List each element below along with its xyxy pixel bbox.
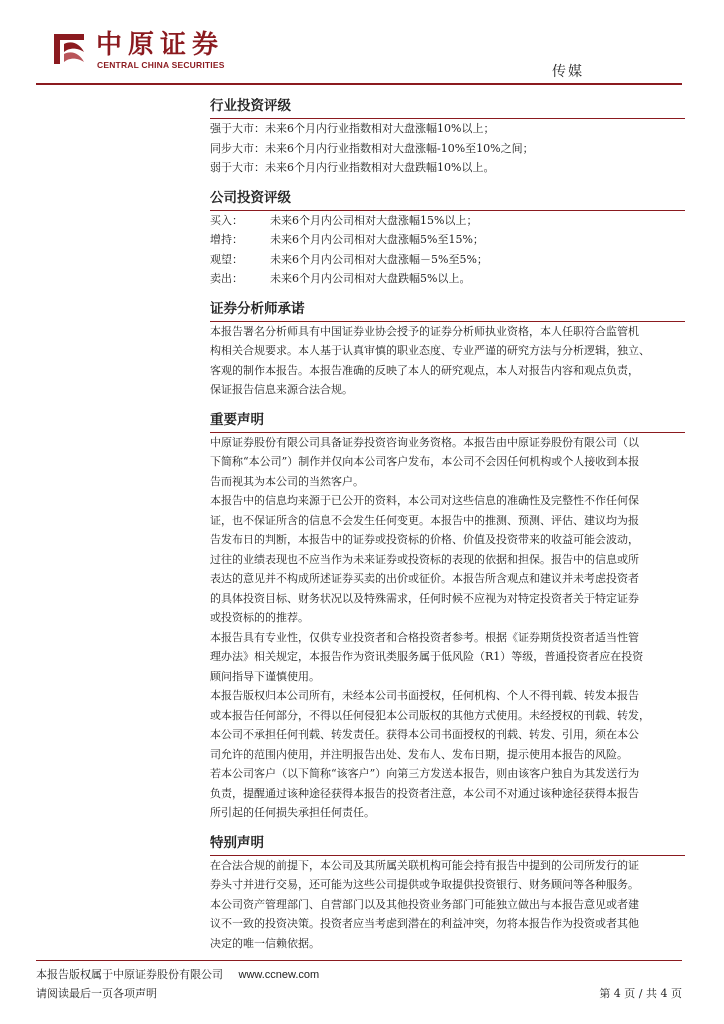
rating-key: 卖出： [210, 272, 243, 285]
text-line: 若本公司客户（以下简称“该客户”）向第三方发送本报告，则由该客户独自为其发送行为 [210, 767, 640, 780]
footer-copyright-row [36, 966, 319, 982]
text-line: 议不一致的投资决策。投资者应当考虑到潜在的利益冲突，勿将本报告作为投资或者其他 [210, 917, 639, 930]
rating-key: 增持： [210, 233, 243, 246]
text-line: 券头寸并进行交易，还可能为这些公司提供或争取提供投资银行、财务顾问等各种服务。 [210, 878, 639, 891]
company-rating-row [210, 211, 686, 231]
report-body [210, 94, 686, 953]
text-line: 决定的唯一信赖依据。 [210, 936, 320, 950]
text-line: 顾问指导下谨慎使用。 [210, 669, 320, 683]
footer-read-notice: 请阅读最后一页各项声明 [36, 987, 157, 1000]
text-line: 告而视其为本公司的当然客户。 [210, 474, 364, 488]
industry-rating-line: 同步大市：未来6个月内行业指数相对大盘涨幅-10%至10%之间； [210, 141, 534, 155]
text-line: 在合法合规的前提下，本公司及其所属关联机构可能会持有报告中提到的公司所发行的证 [210, 858, 639, 872]
logo-chinese-name: 中原证券 [96, 30, 225, 60]
rating-value: 未来6个月内公司相对大盘涨幅15%以上； [270, 213, 478, 227]
section-title-company-rating: 公司投资评级 [210, 188, 685, 211]
section-title-important-notice: 重要声明 [210, 410, 685, 433]
text-line: 告发布日的判断，本报告中的证券或投资标的价格、价值及投资带来的收益可能会波动， [210, 533, 639, 546]
text-line: 的具体投资目标、财务状况以及特殊需求，任何时候不应视为对特定投资者关于特定证券 [210, 591, 639, 605]
text-line: 客观的制作本报告。本报告准确的反映了本人的研究观点，本人对报告内容和观点负责， [210, 363, 639, 377]
text-line: 构相关合规要求。本人基于认真审慎的职业态度、专业严谨的研究方法与分析逻辑，独立、 [210, 344, 650, 357]
page-header [0, 0, 724, 100]
footer-copyright: 本报告版权属于中原证券股份有限公司 [36, 968, 223, 981]
company-rating-list [210, 211, 686, 289]
company-rating-row [210, 250, 686, 270]
company-rating-row [210, 230, 686, 250]
footer-website-link[interactable]: www.ccnew.com [238, 969, 320, 981]
logo-english-name: CENTRAL CHINA SECURITIES [97, 60, 225, 70]
rating-key: 买入： [210, 213, 243, 227]
industry-rating-list [210, 119, 686, 178]
important-notice-text [210, 433, 686, 823]
text-line: 过往的业绩表现也不应当作为未来证券或投资标的表现的依据和担保。报告中的信息或所 [210, 552, 639, 566]
special-notice-text [210, 856, 686, 954]
text-line: 司允许的范围内使用，并注明报告出处、发布人、发布日期，提示使用本报告的风险。 [210, 747, 628, 761]
text-line: 保证报告信息来源合法合规。 [210, 383, 353, 396]
section-title-industry-rating: 行业投资评级 [210, 96, 685, 119]
rating-value: 未来6个月内公司相对大盘涨幅－5%至5%； [270, 252, 488, 266]
text-line: 下简称“本公司”）制作并仅向本公司客户发布，本公司不会因任何机构或个人接收到本报 [210, 455, 640, 468]
text-line: 理办法》相关规定，本报告作为资讯类服务属于低风险（R1）等级，普通投资者应在投资 [210, 650, 644, 663]
rating-key: 观望： [210, 252, 243, 266]
text-line: 本公司资产管理部门、自营部门以及其他投资业务部门可能独立做出与本报告意见或者建 [210, 897, 639, 911]
header-divider [36, 83, 682, 85]
page-number: 第 4 页 / 共 4 页 [599, 987, 682, 1000]
text-line: 本公司不承担任何刊载、转发责任。获得本公司书面授权的刊载、转发、引用，须在本公 [210, 728, 639, 741]
text-line: 或投资标的的推荐。 [210, 611, 309, 624]
rating-value: 未来6个月内公司相对大盘涨幅5%至15%； [270, 233, 484, 246]
industry-rating-line: 弱于大市：未来6个月内行业指数相对大盘跌幅10%以上。 [210, 161, 495, 174]
text-line: 本报告具有专业性，仅供专业投资者和合格投资者参考。根据《证券期货投资者适当性管 [210, 630, 639, 644]
rating-value: 未来6个月内公司相对大盘跌幅5%以上。 [270, 272, 471, 285]
text-line: 或本报告任何部分，不得以任何侵犯本公司版权的其他方式使用。未经授权的刊载、转发， [210, 708, 650, 722]
industry-label: 传媒 [552, 64, 584, 80]
text-line: 本报告署名分析师具有中国证券业协会授予的证券分析师执业资格，本人任职符合监管机 [210, 324, 639, 338]
section-title-analyst-commitment: 证券分析师承诺 [210, 299, 685, 322]
company-rating-row [210, 269, 686, 289]
text-line: 中原证券股份有限公司具备证券投资咨询业务资格。本报告由中原证券股份有限公司（以 [210, 435, 639, 449]
analyst-commitment-text [210, 322, 686, 400]
section-title-special-notice: 特别声明 [210, 833, 685, 856]
text-line: 证，也不保证所含的信息不会发生任何变更。本报告中的推测、预测、评估、建议均为报 [210, 513, 639, 527]
text-line: 所引起的任何损失承担任何责任。 [210, 806, 375, 819]
footer-divider [36, 960, 682, 961]
text-line: 表达的意见并不构成所述证券买卖的出价或征价。本报告所含观点和建议并未考虑投资者 [210, 572, 639, 585]
text-line: 负责，提醒通过该种途径获得本报告的投资者注意，本公司不对通过该种途径获得本报告 [210, 786, 639, 800]
industry-rating-line: 强于大市：未来6个月内行业指数相对大盘涨幅10%以上； [210, 122, 495, 135]
text-line: 本报告版权归本公司所有，未经本公司书面授权，任何机构、个人不得刊载、转发本报告 [210, 689, 639, 702]
text-line: 本报告中的信息均来源于已公开的资料，本公司对这些信息的准确性及完整性不作任何保 [210, 494, 639, 507]
company-logo-icon [50, 30, 88, 68]
